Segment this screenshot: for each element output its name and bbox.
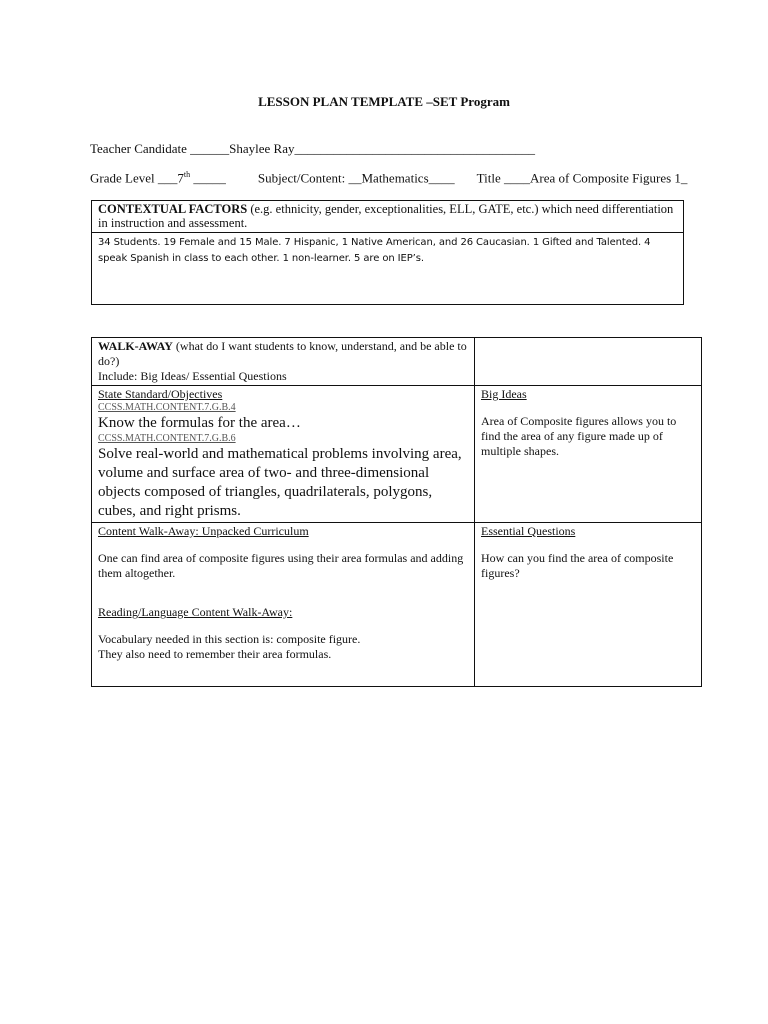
standard-1-text: Know the formulas for the area… — [98, 415, 301, 431]
contextual-factors-box — [91, 200, 684, 305]
teacher-trail: _____________________________________ — [294, 141, 535, 156]
big-ideas-cell — [475, 386, 702, 523]
teacher-name: Shaylee Ray — [229, 141, 295, 156]
standard-2-code[interactable]: CCSS.MATH.CONTENT.7.G.B.6 — [98, 433, 236, 444]
walkaway-header-cell — [92, 338, 475, 386]
walkaway-heading: WALK-AWAY — [98, 339, 173, 353]
contextual-factors-heading: CONTEXTUAL FACTORS — [98, 202, 248, 216]
contextual-factors-body: 34 Students. 19 Female and 15 Male. 7 Hispanic, 1 Native American, and 26 Caucasian. 1 Gifted and Talented. 4 speak Spanish in class to each other. 1 non-learner. 5 are on IEP’s. — [98, 237, 651, 264]
teacher-line — [90, 141, 535, 157]
big-ideas-heading: Big Ideas — [481, 387, 527, 401]
reading-walkaway-line-2: They also need to remember their area formulas. — [98, 647, 332, 661]
teacher-label: Teacher Candidate ______ — [90, 141, 230, 156]
subject-trail: ____ — [428, 170, 455, 186]
grade-value: 7 — [177, 170, 184, 186]
grade-sup: th — [183, 170, 191, 179]
walkaway-table — [91, 337, 702, 687]
reading-walkaway-line-1: Vocabulary needed in this section is: composite figure. — [98, 632, 361, 646]
standards-cell — [92, 386, 475, 523]
walkaway-header-empty-cell — [475, 338, 702, 386]
standards-heading: State Standard/Objectives — [98, 387, 223, 401]
standard-1-code[interactable]: CCSS.MATH.CONTENT.7.G.B.4 — [98, 402, 236, 413]
contextual-factors-description: (e.g. ethnicity, gender, exceptionalities, ELL, GATE, etc.) which need differentiation in instruction and assessment. — [98, 202, 674, 230]
walkaway-description: (what do I want students to know, understand, and be able to do?) — [98, 339, 467, 368]
reading-walkaway-heading: Reading/Language Content Walk-Away: — [98, 605, 293, 619]
lesson-title-trail: _ — [680, 170, 688, 186]
lesson-title-value: Area of Composite Figures 1 — [529, 170, 681, 186]
subject-value: Mathematics — [361, 170, 429, 186]
standard-2-text: Solve real-world and mathematical problems involving area, volume and surface area of two- and three-dimensional objects composed of triangles, quadrilaterals, polygons, cubes, and right prisms. — [98, 446, 462, 519]
contextual-factors-header — [92, 201, 683, 233]
lesson-title-label: Title ____ — [476, 170, 530, 186]
essential-questions-heading: Essential Questions — [481, 524, 576, 538]
big-ideas-text: Area of Composite figures allows you to find the area of any figure made up of multiple shapes. — [481, 414, 677, 458]
walkaway-include: Include: Big Ideas/ Essential Questions — [98, 369, 287, 383]
content-walkaway-cell — [92, 523, 475, 687]
content-walkaway-text: One can find area of composite figures using their area formulas and adding them altogether. — [98, 551, 464, 580]
grade-line — [90, 170, 687, 186]
page-title: LESSON PLAN TEMPLATE –SET Program — [258, 94, 510, 109]
content-walkaway-heading: Content Walk-Away: Unpacked Curriculum — [98, 524, 309, 538]
essential-questions-text: How can you find the area of composite figures? — [481, 551, 674, 580]
subject-label: Subject/Content: __ — [257, 170, 362, 186]
grade-trail: _____ — [190, 170, 226, 186]
essential-questions-cell — [475, 523, 702, 687]
grade-label: Grade Level ___ — [90, 170, 178, 186]
